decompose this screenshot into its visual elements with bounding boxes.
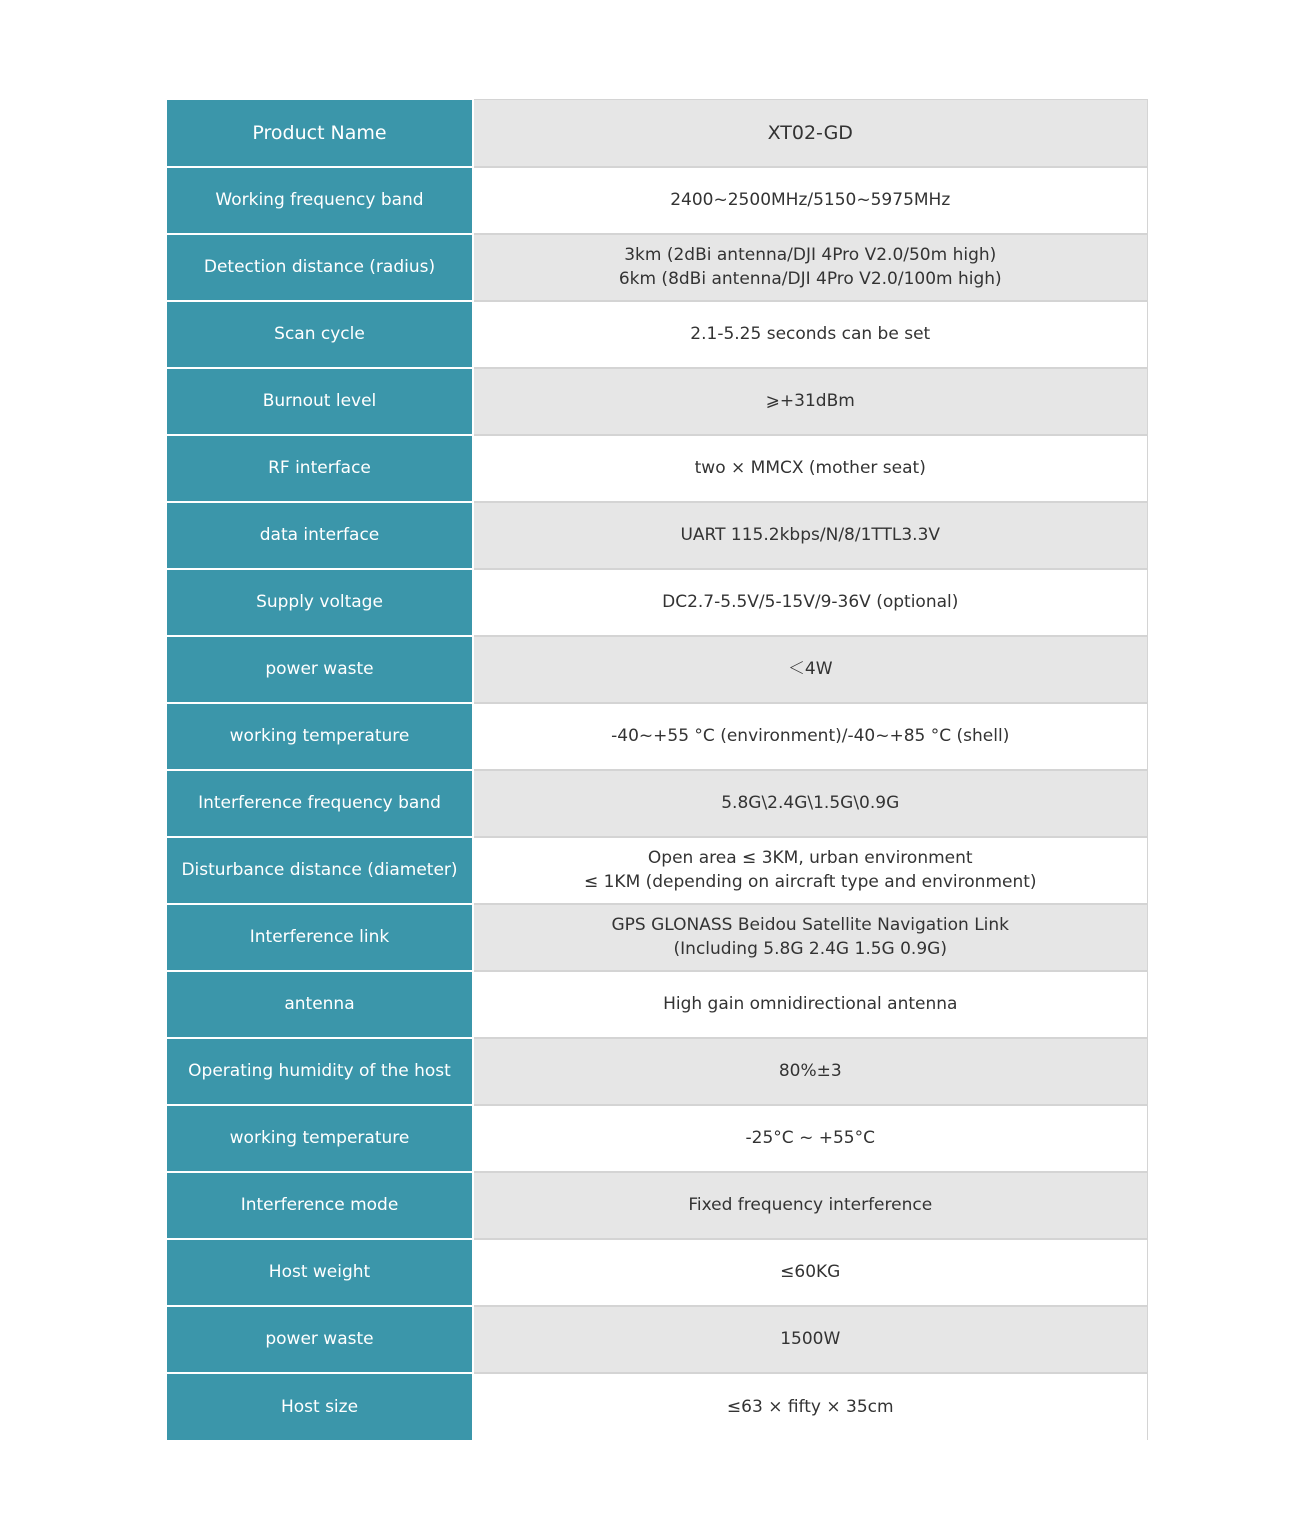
- table-row: [167, 1172, 1147, 1239]
- table-row: [167, 234, 1147, 301]
- row-value-working-frequency-band: 2400~2500MHz/5150~5975MHz: [473, 167, 1147, 234]
- row-value-host-working-temperature: -25°C ~ +55°C: [473, 1105, 1147, 1172]
- row-label-host-power-waste: power waste: [167, 1306, 473, 1373]
- row-label-interference-frequency-band: Interference frequency band: [167, 770, 473, 837]
- row-label-rf-interface: RF interface: [167, 435, 473, 502]
- row-label-power-waste: power waste: [167, 636, 473, 703]
- table-row: [167, 1239, 1147, 1306]
- table-row: [167, 1038, 1147, 1105]
- row-value-burnout-level: ⩾+31dBm: [473, 368, 1147, 435]
- row-label-interference-mode: Interference mode: [167, 1172, 473, 1239]
- row-value-scan-cycle: 2.1-5.25 seconds can be set: [473, 301, 1147, 368]
- row-value-detection-distance: 3km (2dBi antenna/DJI 4Pro V2.0/50m high) 6km (8dBi antenna/DJI 4Pro V2.0/100m high): [473, 234, 1147, 301]
- row-label-working-temperature: working temperature: [167, 703, 473, 770]
- row-value-disturbance-distance: Open area ≤ 3KM, urban environment ≤ 1KM (depending on aircraft type and environment): [473, 837, 1147, 904]
- row-label-host-working-temperature: working temperature: [167, 1105, 473, 1172]
- spec-table: [167, 99, 1148, 1440]
- row-value-data-interface: UART 115.2kbps/N/8/1TTL3.3V: [473, 502, 1147, 569]
- row-value-product-name: XT02-GD: [473, 100, 1147, 167]
- table-row: [167, 368, 1147, 435]
- row-value-rf-interface: two × MMCX (mother seat): [473, 435, 1147, 502]
- row-label-burnout-level: Burnout level: [167, 368, 473, 435]
- row-value-operating-humidity: 80%±3: [473, 1038, 1147, 1105]
- row-label-detection-distance: Detection distance (radius): [167, 234, 473, 301]
- row-label-interference-link: Interference link: [167, 904, 473, 971]
- row-value-power-waste: ＜4W: [473, 636, 1147, 703]
- table-row: [167, 502, 1147, 569]
- table-row: [167, 971, 1147, 1038]
- table-row: [167, 100, 1147, 167]
- row-value-host-weight: ≤60KG: [473, 1239, 1147, 1306]
- table-row: [167, 1373, 1147, 1440]
- table-row: [167, 837, 1147, 904]
- table-row: [167, 770, 1147, 837]
- table-row: [167, 569, 1147, 636]
- table-row: [167, 636, 1147, 703]
- row-value-antenna: High gain omnidirectional antenna: [473, 971, 1147, 1038]
- row-label-antenna: antenna: [167, 971, 473, 1038]
- row-label-disturbance-distance: Disturbance distance (diameter): [167, 837, 473, 904]
- row-label-host-weight: Host weight: [167, 1239, 473, 1306]
- row-value-interference-link: GPS GLONASS Beidou Satellite Navigation Link (Including 5.8G 2.4G 1.5G 0.9G): [473, 904, 1147, 971]
- row-label-working-frequency-band: Working frequency band: [167, 167, 473, 234]
- table-row: [167, 435, 1147, 502]
- row-value-host-power-waste: 1500W: [473, 1306, 1147, 1373]
- table-row: [167, 703, 1147, 770]
- row-value-working-temperature: -40~+55 °C (environment)/-40~+85 °C (shell): [473, 703, 1147, 770]
- table-row: [167, 301, 1147, 368]
- table-row: [167, 167, 1147, 234]
- row-label-supply-voltage: Supply voltage: [167, 569, 473, 636]
- row-value-interference-frequency-band: 5.8G\2.4G\1.5G\0.9G: [473, 770, 1147, 837]
- table-row: [167, 1105, 1147, 1172]
- row-value-host-size: ≤63 × fifty × 35cm: [473, 1373, 1147, 1440]
- row-label-host-size: Host size: [167, 1373, 473, 1440]
- table-row: [167, 1306, 1147, 1373]
- row-label-operating-humidity: Operating humidity of the host: [167, 1038, 473, 1105]
- row-value-supply-voltage: DC2.7-5.5V/5-15V/9-36V (optional): [473, 569, 1147, 636]
- row-value-interference-mode: Fixed frequency interference: [473, 1172, 1147, 1239]
- row-label-product-name: Product Name: [167, 100, 473, 167]
- row-label-scan-cycle: Scan cycle: [167, 301, 473, 368]
- row-label-data-interface: data interface: [167, 502, 473, 569]
- table-row: [167, 904, 1147, 971]
